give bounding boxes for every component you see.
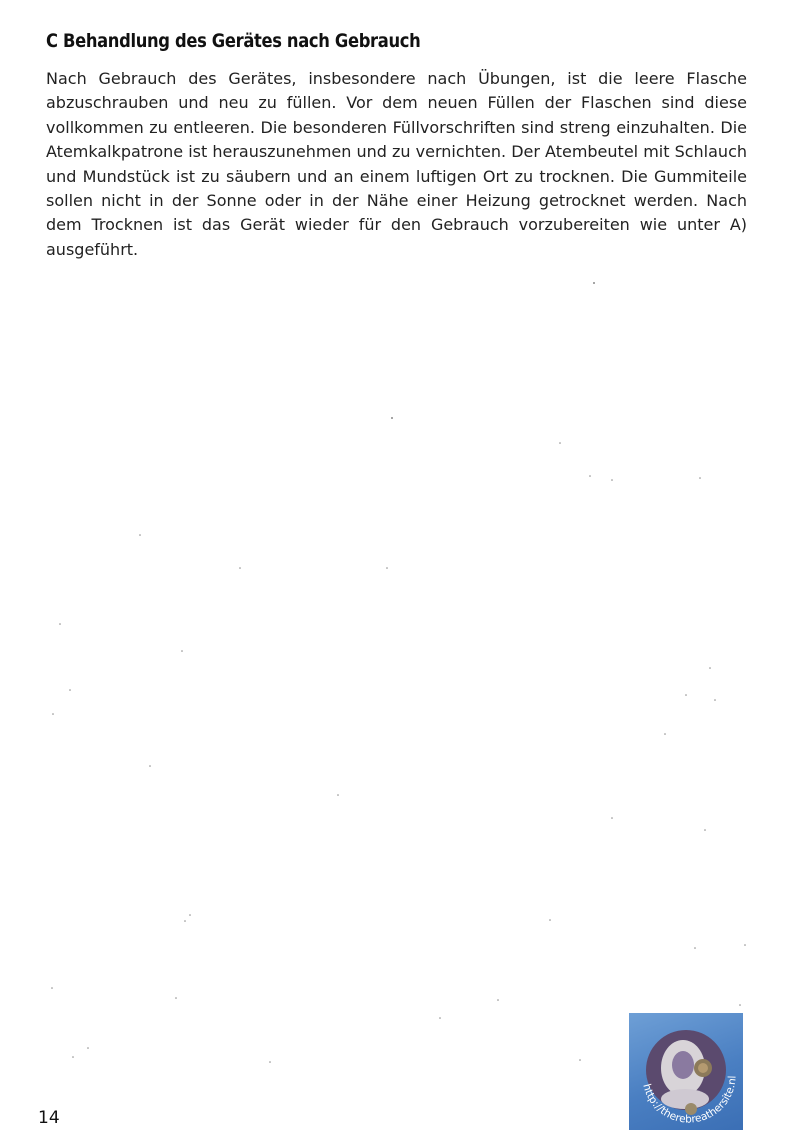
therebreathersite-watermark	[629, 1013, 743, 1130]
watermark-url: http://therebreathersite.nl	[640, 1075, 739, 1126]
section-heading: C Behandlung des Gerätes nach Gebrauch	[46, 30, 421, 52]
diver-helmet-icon	[629, 1013, 743, 1130]
section-paragraph: Nach Gebrauch des Gerätes, insbesondere nach Übungen, ist die leere Flasche abzuschrauben und neu zu füllen. Vor dem neuen Füllen der Flaschen sind diese vollkommen zu entleeren. Die besonderen Füllvorschriften sind streng einzuhalten. Die Atemkalkpatrone ist herauszunehmen und zu vernichten. Der Atembeutel mit Schlauch und Mundstück ist zu säubern und an einem luftigen Ort zu trocknen. Die Gummiteile sollen nicht in der Sonne oder in der Nähe einer Heizung getrocknet werden. Nach dem Trocknen ist das Gerät wieder für den Gebrauch vorzubereiten wie unter A) ausgeführt.	[46, 69, 747, 259]
page-number: 14	[38, 1108, 60, 1128]
